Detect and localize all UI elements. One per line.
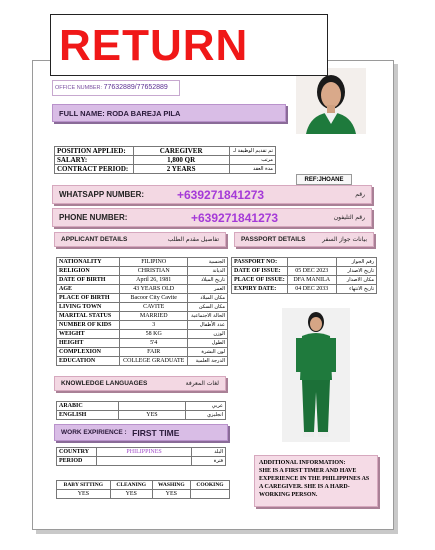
applicant-value: MARRIED xyxy=(120,312,188,321)
whatsapp-arabic: رقم xyxy=(355,191,365,198)
additional-info-box xyxy=(254,455,378,507)
passport-label: EXPIRY DATE: xyxy=(232,285,288,294)
languages-table xyxy=(56,401,226,420)
position-row xyxy=(55,165,276,174)
applicant-arabic: الجنسية xyxy=(188,258,228,267)
passport-arabic: تاريخ الاصدار xyxy=(336,267,376,276)
passport-table xyxy=(231,257,377,294)
applicant-arabic: الدرجة العلمية xyxy=(188,357,228,366)
language-arabic: انجليزي xyxy=(186,411,226,420)
applicant-label: AGE xyxy=(57,285,120,294)
phone-label: PHONE NUMBER: xyxy=(59,213,128,222)
language-value: YES xyxy=(118,411,185,420)
passport-label: DATE OF ISSUE: xyxy=(232,267,288,276)
applicant-row xyxy=(57,330,228,339)
full-body-photo xyxy=(282,308,350,442)
passport-value: 04 DEC 2033 xyxy=(287,285,336,294)
applicant-details-bar xyxy=(54,232,226,247)
applicant-label: NUMBER OF KIDS xyxy=(57,321,120,330)
skill-value: YES xyxy=(110,490,152,499)
position-arabic: مرتب xyxy=(229,156,275,165)
language-label: ARABIC xyxy=(57,402,119,411)
position-arabic: مدة العقد xyxy=(229,165,275,174)
passport-details-label: PASSPORT DETAILS xyxy=(241,236,306,243)
experience-arabic: فترة xyxy=(192,457,226,466)
experience-value xyxy=(96,457,191,466)
ref-badge: REF:JHOANE xyxy=(296,174,352,185)
applicant-row xyxy=(57,258,228,267)
applicant-arabic: الوزن xyxy=(188,330,228,339)
applicant-row xyxy=(57,357,228,366)
experience-label: PERIOD xyxy=(57,457,97,466)
passport-details-arabic: بيانات جواز السفر xyxy=(322,236,367,243)
applicant-row xyxy=(57,267,228,276)
additional-info-text: SHE IS A FIRST TIMER AND HAVE EXPERIENCE IN THE PHILIPPINES AS A CAREGIVER. SHE IS A HARD-WORKING PERSON. xyxy=(259,468,370,498)
applicant-label: PLACE OF BIRTH xyxy=(57,294,120,303)
language-row xyxy=(57,411,226,420)
applicant-row xyxy=(57,348,228,357)
passport-value xyxy=(287,258,336,267)
applicant-row xyxy=(57,303,228,312)
applicant-label: DATE OF BIRTH xyxy=(57,276,120,285)
passport-value: 05 DEC 2023 xyxy=(287,267,336,276)
passport-label: PLACE OF ISSUE: xyxy=(232,276,288,285)
applicant-label: EDUCATION xyxy=(57,357,120,366)
applicant-arabic: العمر xyxy=(188,285,228,294)
applicant-value: 5'4 xyxy=(120,339,188,348)
full-name-label: FULL NAME: xyxy=(59,108,105,118)
office-number xyxy=(52,80,180,96)
position-row xyxy=(55,147,276,156)
skills-value-row xyxy=(57,490,230,499)
passport-row xyxy=(232,267,377,276)
applicant-value: 58 KG xyxy=(120,330,188,339)
applicant-label: MARITAL STATUS xyxy=(57,312,120,321)
experience-arabic: البلد xyxy=(192,448,226,457)
whatsapp-value: +639271841273 xyxy=(177,187,265,202)
full-name-value: RODA BAREJA PILA xyxy=(106,108,181,118)
languages-label: KNOWLEDGE LANGUAGES xyxy=(61,380,148,387)
skill-header: COOKING xyxy=(190,481,229,490)
passport-row xyxy=(232,285,377,294)
applicant-row xyxy=(57,276,228,285)
full-name-bar xyxy=(52,104,286,122)
passport-label: PASSPORT NO: xyxy=(232,258,288,267)
languages-bar xyxy=(54,376,226,391)
skill-value: YES xyxy=(152,490,190,499)
skill-header: CLEANING xyxy=(110,481,152,490)
passport-row xyxy=(232,276,377,285)
position-value: 1,800 QR xyxy=(133,156,229,165)
passport-row xyxy=(232,258,377,267)
phone-arabic: رقم التليفون xyxy=(333,214,365,221)
applicant-table xyxy=(56,257,228,366)
experience-row xyxy=(57,448,226,457)
applicant-row xyxy=(57,285,228,294)
experience-label: COUNTRY xyxy=(57,448,97,457)
skills-table xyxy=(56,480,230,499)
applicant-details-label: APPLICANT DETAILS xyxy=(61,236,128,243)
whatsapp-label: WHATSAPP NUMBER: xyxy=(59,190,145,199)
applicant-arabic: الحالة الاجتماعية xyxy=(188,312,228,321)
office-label: OFFICE NUMBER: xyxy=(55,85,103,91)
applicant-arabic: الديانة xyxy=(188,267,228,276)
applicant-arabic: تاريخ الميلاد xyxy=(188,276,228,285)
passport-arabic: رقم الجواز xyxy=(336,258,376,267)
position-label: POSITION APPLIED: xyxy=(55,147,134,156)
applicant-arabic: مكان السكن xyxy=(188,303,228,312)
additional-info-title: ADDITIONAL INFORMATION: xyxy=(259,460,346,466)
headshot-photo xyxy=(296,68,366,134)
language-value xyxy=(118,402,185,411)
applicant-value: CAVITE xyxy=(120,303,188,312)
position-value: CAREGIVER xyxy=(133,147,229,156)
applicant-details-arabic: تفاصيل مقدم الطلب xyxy=(167,236,219,243)
applicant-row xyxy=(57,321,228,330)
passport-arabic: تاريخ الانتهاء xyxy=(336,285,376,294)
position-label: CONTRACT PERIOD: xyxy=(55,165,134,174)
skill-value: YES xyxy=(57,490,111,499)
applicant-value: FAIR xyxy=(120,348,188,357)
applicant-arabic: مكان الميلاد xyxy=(188,294,228,303)
experience-value: PHILIPPINES xyxy=(96,448,191,457)
applicant-label: RELIGION xyxy=(57,267,120,276)
office-value: 77632889/77652889 xyxy=(103,84,168,91)
position-value: 2 YEARS xyxy=(133,165,229,174)
applicant-value: CHRISTIAN xyxy=(120,267,188,276)
full-body-image xyxy=(282,308,350,442)
applicant-row xyxy=(57,294,228,303)
return-stamp: RETURN xyxy=(50,14,328,76)
applicant-row xyxy=(57,339,228,348)
skills-header-row xyxy=(57,481,230,490)
passport-details-bar xyxy=(234,232,374,247)
applicant-value: April 26, 1981 xyxy=(120,276,188,285)
applicant-arabic: لون البشرة xyxy=(188,348,228,357)
work-experience-bar xyxy=(54,424,228,441)
passport-value: DFA MANILA xyxy=(287,276,336,285)
experience-table xyxy=(56,447,226,466)
position-table xyxy=(54,146,276,174)
applicant-label: COMPLEXION xyxy=(57,348,120,357)
position-arabic: تم تقديم الوظيفة لـ xyxy=(229,147,275,156)
applicant-label: WEIGHT xyxy=(57,330,120,339)
applicant-value: 43 YEARS OLD xyxy=(120,285,188,294)
phone-value: +639271841273 xyxy=(191,210,279,225)
work-experience-label: WORK EXPIRIENCE : xyxy=(61,429,127,436)
applicant-row xyxy=(57,312,228,321)
applicant-value: 3 xyxy=(120,321,188,330)
applicant-arabic: الطول xyxy=(188,339,228,348)
headshot-image xyxy=(296,68,366,134)
language-row xyxy=(57,402,226,411)
applicant-label: HEIGHT xyxy=(57,339,120,348)
phone-bar xyxy=(52,208,372,227)
applicant-arabic: عدد الأطفال xyxy=(188,321,228,330)
skill-value xyxy=(190,490,229,499)
whatsapp-bar xyxy=(52,185,372,204)
position-label: SALARY: xyxy=(55,156,134,165)
applicant-label: NATIONALITY xyxy=(57,258,120,267)
applicant-value: COLLEGE GRADUATE xyxy=(120,357,188,366)
applicant-label: LIVING TOWN xyxy=(57,303,120,312)
languages-arabic: لغات المعرفة xyxy=(185,380,219,387)
work-experience-value: FIRST TIME xyxy=(132,427,180,438)
skill-header: WASHING xyxy=(152,481,190,490)
language-arabic: عربي xyxy=(186,402,226,411)
skill-header: BABY SITTING xyxy=(57,481,111,490)
passport-arabic: مكان الاصدار xyxy=(336,276,376,285)
applicant-value: FILIPINO xyxy=(120,258,188,267)
applicant-value: Bacoor City Cavite xyxy=(120,294,188,303)
language-label: ENGLISH xyxy=(57,411,119,420)
experience-row xyxy=(57,457,226,466)
position-row xyxy=(55,156,276,165)
